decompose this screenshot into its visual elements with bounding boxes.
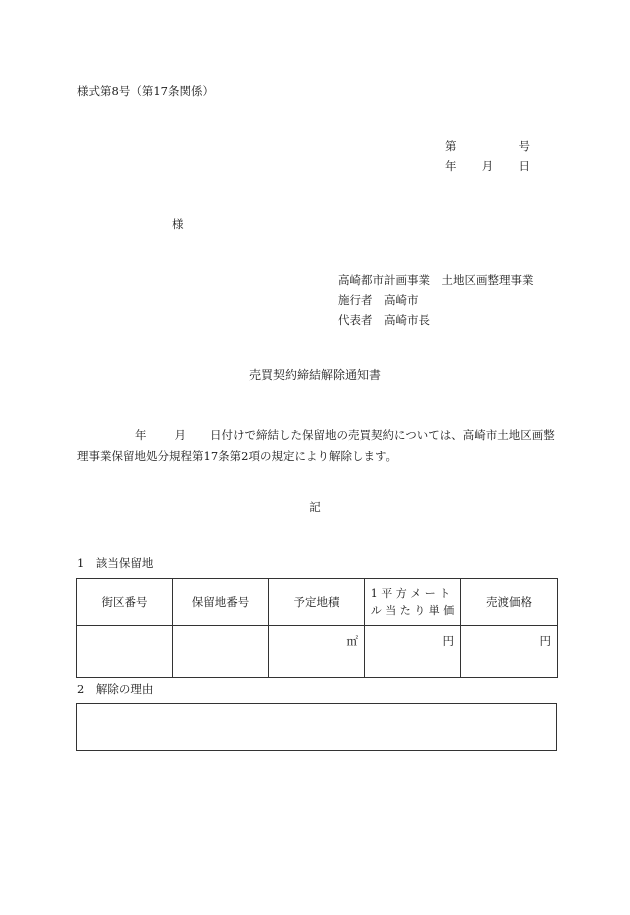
unit-yen: 円 [442,634,454,648]
number-prefix: 第 [445,139,457,153]
cell-unit-price[interactable] [365,626,461,678]
issuer-block [338,275,534,335]
issuer-representative: 代表者 高崎市長 [338,313,430,327]
issuer-operator: 施行者 高崎市 [338,293,419,307]
section2-heading: 2 解除の理由 [77,682,154,696]
document-date-line [445,161,530,173]
col-planned-area: 予定地積 [269,579,365,626]
cell-block-number[interactable] [77,626,173,678]
form-number: 様式第8号（第17条関係） [77,84,214,98]
col-unit-price [365,579,461,626]
number-suffix: 号 [518,139,530,153]
unit-yen-total: 円 [539,634,551,648]
reason-box[interactable] [76,703,557,751]
unit-square-meter: ㎡ [346,634,358,648]
issuer-project: 高崎都市計画事業 土地区画整理事業 [338,273,534,287]
body-paragraph [77,425,559,467]
cell-sale-price[interactable] [461,626,558,678]
unit-price-line1: 1 平 方 メ ー ト [370,587,451,600]
col-block-number: 街区番号 [77,579,173,626]
col-lot-number: 保留地番号 [173,579,269,626]
cell-planned-area[interactable] [269,626,365,678]
document-title: 売買契約締結解除通知書 [248,368,381,382]
reserved-land-table [76,578,558,678]
addressee-suffix: 様 [172,217,184,231]
date-month: 月 [481,159,494,173]
ki-heading: 記 [309,500,321,514]
body-year: 年 [135,428,147,442]
document-number-line [445,141,530,153]
section1-heading: 1 該当保留地 [77,556,154,570]
body-text: 日付けで締結した保留地の売買契約については、高崎市土地区画整理事業保留地処分規程第17条第2項の規定により解除します。 [77,428,555,463]
table-row [77,626,558,678]
cell-lot-number[interactable] [173,626,269,678]
body-month: 月 [174,428,186,442]
date-year: 年 [445,159,457,173]
table-header-row [77,579,558,626]
date-day: 日 [518,159,530,173]
col-sale-price: 売渡価格 [461,579,558,626]
unit-price-line2: ル 当 た り 単 価 [370,604,455,617]
